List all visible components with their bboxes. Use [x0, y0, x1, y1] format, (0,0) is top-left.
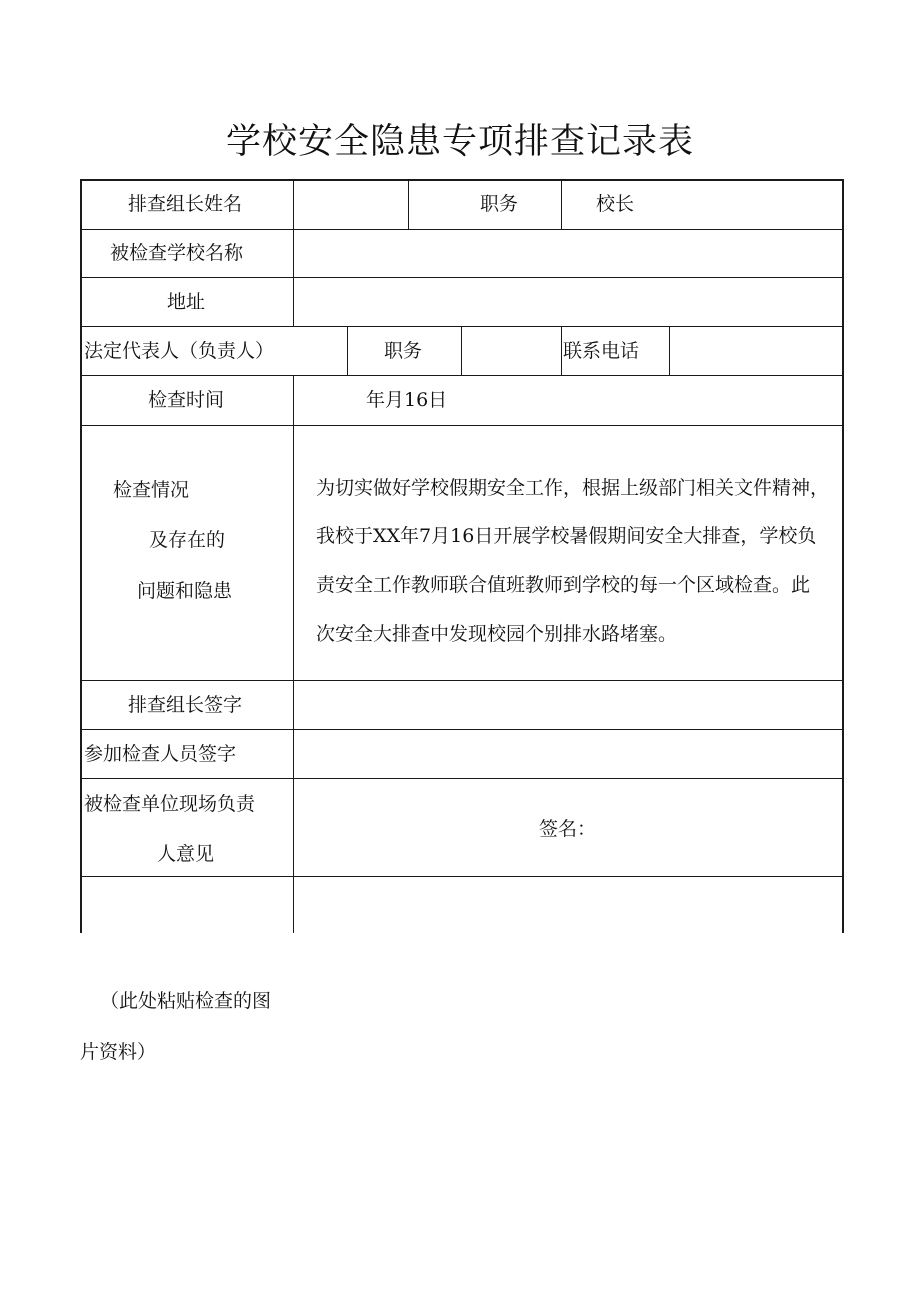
column-divider [293, 375, 294, 933]
row-divider [80, 778, 843, 779]
photo-paste-area[interactable] [294, 877, 842, 933]
inspection-time-label: 检查时间 [148, 389, 225, 411]
row-divider [80, 425, 843, 426]
footer-note-line: （此处粘贴检查的图 [100, 990, 272, 1012]
row-divider [80, 277, 843, 278]
column-divider [561, 179, 562, 229]
leader-position-label: 职务 [480, 193, 519, 215]
row-divider [80, 375, 843, 376]
phone-label: 联系电话 [563, 340, 640, 362]
situation-label-line: 检查情况 [113, 479, 190, 501]
row-divider [80, 229, 843, 230]
situation-content-line: 责安全工作教师联合值班教师到学校的每一个区域检查。此 [316, 574, 811, 596]
situation-label-line: 问题和隐患 [137, 580, 233, 602]
situation-content-line: 次安全大排查中发现校园个别排水路堵塞。 [316, 623, 678, 645]
inspection-time-value[interactable]: 年月16日 [366, 389, 448, 411]
situation-label-line: 及存在的 [149, 529, 226, 551]
address-label: 地址 [167, 291, 206, 313]
leader-sign-label: 排查组长签字 [128, 694, 243, 716]
signature-label: 签名： [539, 818, 597, 840]
column-divider [461, 326, 462, 375]
row-divider [80, 680, 843, 681]
situation-content-line: 为切实做好学校假期安全工作，根据上级部门相关文件精神， [316, 477, 830, 499]
table-border-left [80, 179, 82, 933]
table-border-right [842, 179, 844, 933]
situation-content-line: 我校于XX年7月16日开展学校暑假期间安全大排查，学校负 [316, 525, 817, 547]
footer-note-line: 片资料） [80, 1041, 157, 1063]
row-divider [80, 729, 843, 730]
column-divider [561, 326, 562, 375]
column-divider [347, 326, 348, 375]
staff-sign-label: 参加检查人员签字 [84, 743, 237, 765]
school-name-label: 被检查学校名称 [110, 242, 244, 264]
opinion-label-line: 被检查单位现场负责 [84, 793, 256, 815]
leader-name-label: 排查组长姓名 [128, 193, 243, 215]
column-divider [669, 326, 670, 375]
leader-position-value[interactable]: 校长 [596, 193, 635, 215]
column-divider [293, 179, 294, 326]
page-title: 学校安全隐患专项排查记录表 [225, 122, 694, 162]
column-divider [408, 179, 409, 229]
opinion-label-line: 人意见 [157, 843, 215, 865]
table-border-top [80, 179, 843, 181]
legal-position-label: 职务 [384, 340, 423, 362]
legal-rep-label: 法定代表人（负责人） [84, 340, 275, 362]
